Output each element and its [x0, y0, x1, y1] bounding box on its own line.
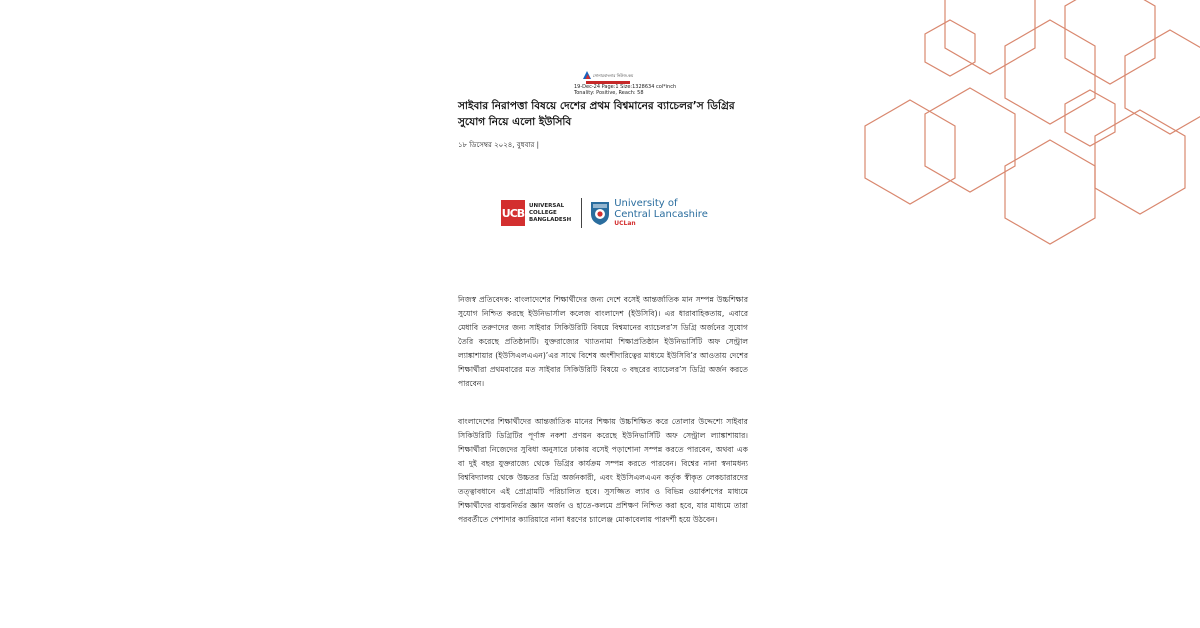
clipping-meta-header	[568, 70, 677, 96]
uclan-line-2: Central Lancashire	[614, 209, 708, 220]
uclan-short-name: UCLan	[614, 220, 636, 227]
article-dateline: ১৮ ডিসেম্বর ২০২৪, বুধবার |	[458, 141, 539, 149]
ucb-logo-mark: UCB	[501, 200, 525, 226]
ucb-line-2: COLLEGE	[529, 209, 557, 216]
logo-divider	[581, 198, 582, 228]
article-paragraph-1: নিজস্ব প্রতিবেদক: বাংলাদেশের শিক্ষার্থীদের জন্য দেশে বসেই আন্তর্জাতিক মান সম্পন্ন উচ্চশিক্ষার সুযোগ নিশ্চিত করছে ইউনিভার্সাল কলেজ বাংলাদেশ (ইউসিবি)। এর ধারাবাহিকতায়, এবারে মেধাবি তরুণদের জন্য সাইবার সিকিউরিটি বিষয়ে বিশ্বমানের ব্যাচেলর’স ডিগ্রি অর্জনের সুযোগ তৈরি করেছে প্রতিষ্ঠানটি। যুক্তরাজ্যের খ্যাতনামা শিক্ষাপ্রতিষ্ঠান ইউনিভার্সিটি অফ সেন্ট্রাল ল্যাঙ্কাশায়ার (ইউসিএলএএন)’এর সাথে বিশেষ অংশীদারিত্বের মাধ্যমে ইউসিবি’র আওতায় দেশের শিক্ষার্থীরা প্রথমবারের মত সাইবার সিকিউরিটি বিষয়ে ৩ বছরের ব্যাচেলর’স ডিগ্রি অর্জন করতে পারবেন।	[458, 295, 748, 388]
news-clipping	[448, 70, 748, 590]
uclan-line-1: University of	[614, 198, 678, 209]
clipping-meta-line-2: Tonality: Positive, Reach: 58	[574, 90, 644, 96]
partner-logos	[501, 192, 721, 234]
publication-logo-icon	[583, 71, 591, 79]
ucb-line-1: UNIVERSAL	[529, 202, 565, 209]
ucb-logo-text	[529, 203, 571, 224]
clipping-meta-line-1: 19-Dec-24 Page:1 Size:1328634 col*inch	[574, 84, 677, 90]
publication-name: সোনারবাংলার নিউজ.কম	[592, 72, 634, 78]
ucb-line-3: BANGLADESH	[529, 216, 572, 223]
article-headline: সাইবার নিরাপত্তা বিষয়ে দেশের প্রথম বিশ্বমানের ব্যাচেলর’স ডিগ্রির সুযোগ নিয়ে এলো ইউসিবি	[458, 100, 735, 128]
uclan-crest-icon	[590, 200, 610, 226]
article-paragraph-2: বাংলাদেশের শিক্ষার্থীদের আন্তর্জাতিক মানের শিক্ষায় উচ্চশিক্ষিত করে তোলার উদ্দেশ্যে সাইবার সিকিউরিটি ডিগ্রিটির পূর্ণাঙ্গ নকশা প্রণয়ন করেছে ইউনিভার্সিটি অফ সেন্ট্রাল ল্যাঙ্কাশায়ার। শিক্ষার্থীরা নিজেদের সুবিধা অনুসারে ঢাকায় বসেই পড়াশোনা সম্পন্ন করতে পারবেন, অথবা এক বা দুই বছর যুক্তরাজ্যে থেকে ডিগ্রির কার্যক্রম সম্পন্ন করতে পারবেন। বিশ্বের নানা স্বনামধন্য বিশ্ববিদ্যালয় থেকে উচ্চতর ডিগ্রি অর্জনকারী, এবং ইউসিএলএএন কর্তৃক স্বীকৃত লেকচারারদের তত্ত্বাবধানে এই প্রোগ্রামটি পরিচালিত হবে। সুসজ্জিত ল্যাব ও বিভিন্ন ওয়ার্কশপের মাধ্যমে শিক্ষার্থীদের বাস্তবনির্ভর জ্ঞান অর্জন ও হাতে-কলমে প্রশিক্ষণ নিশ্চিত করা হবে, যার মাধ্যমে তারা পরবর্তীতে পেশাদার ক্যারিয়ারে নানা ধরণের চ্যালেঞ্জ মোকাবেলায় পারদর্শী হয়ে উঠবেন।	[458, 417, 748, 524]
hexagon-pattern-decoration	[850, 0, 1200, 260]
publication-logo	[568, 70, 648, 80]
uclan-logo-text	[614, 198, 708, 228]
